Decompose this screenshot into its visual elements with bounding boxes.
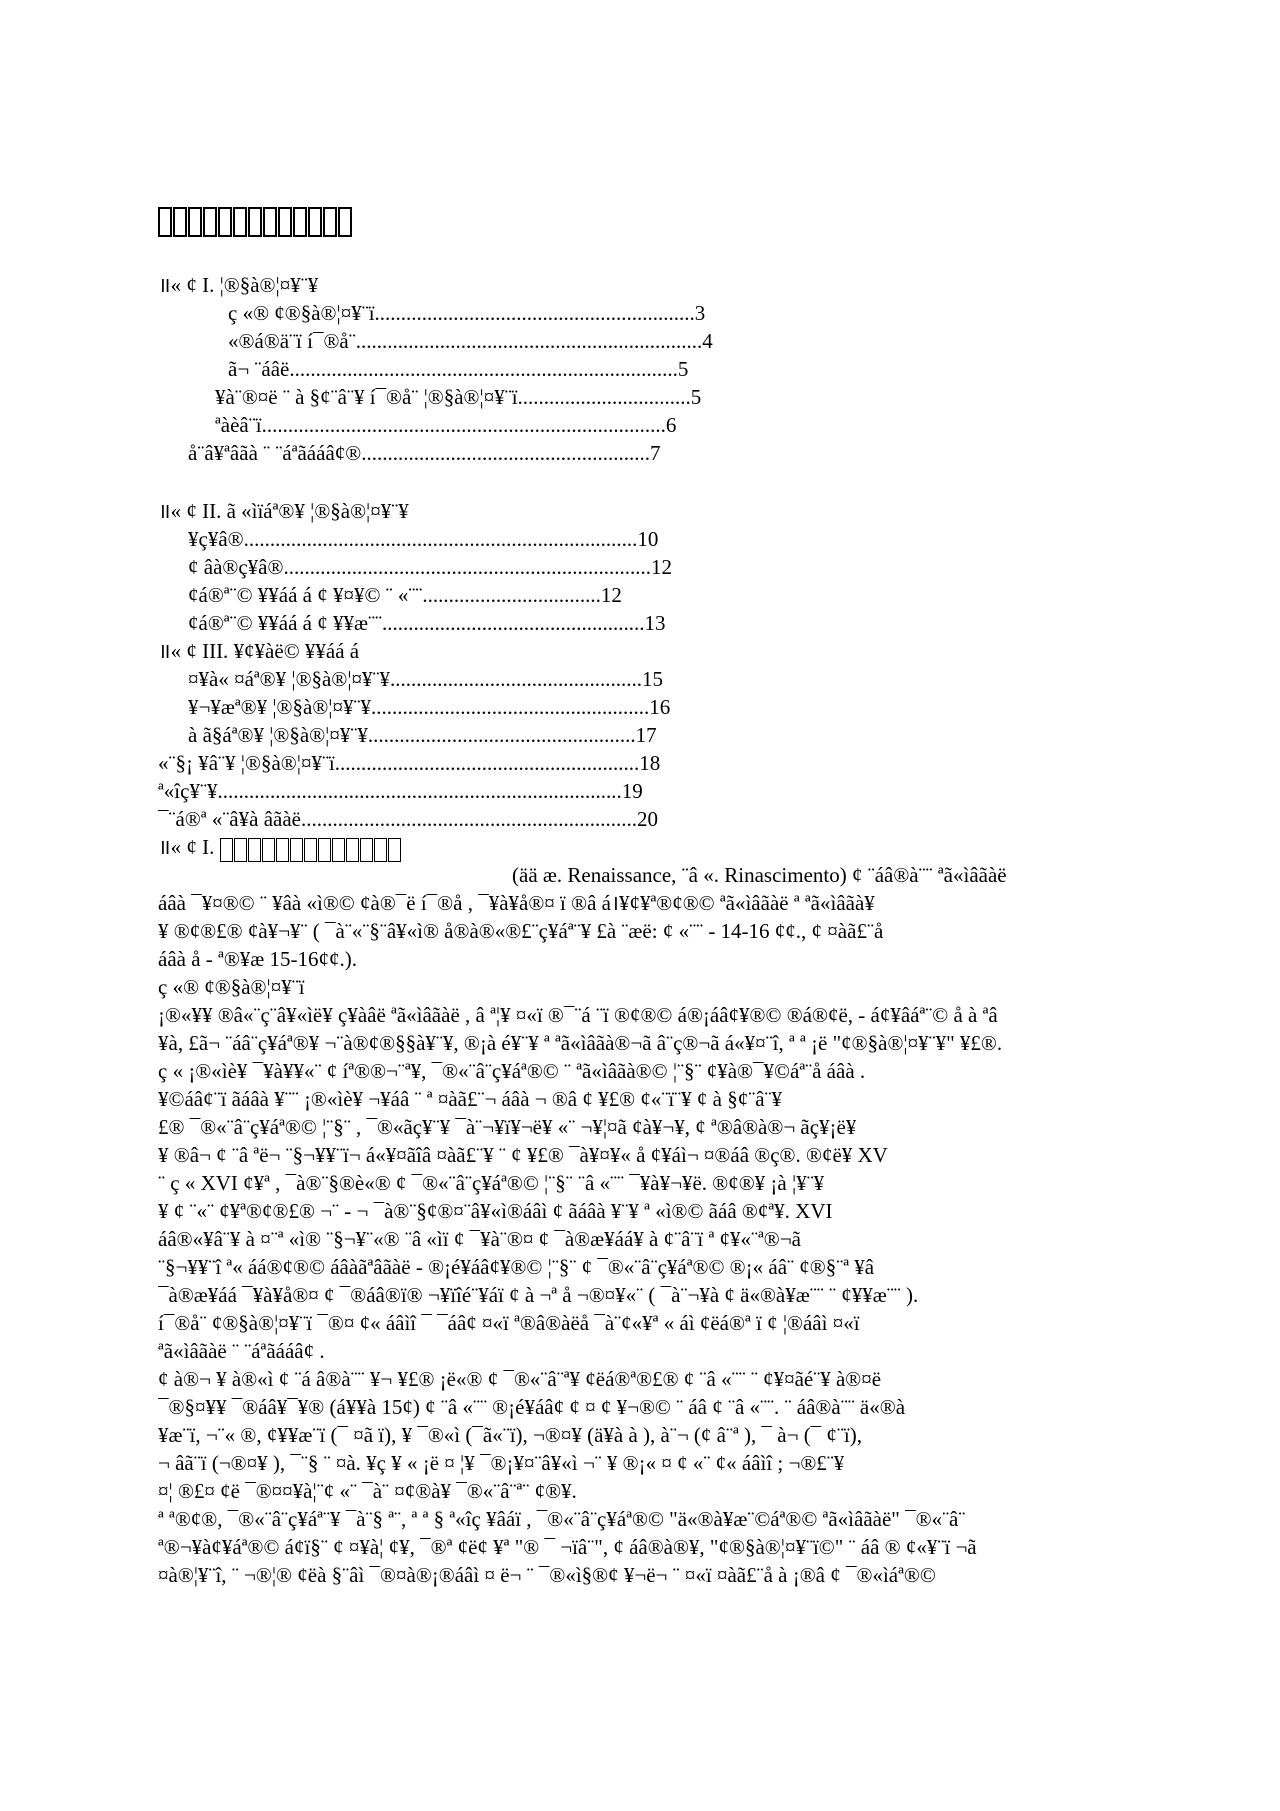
body-text-line: ª ª®¢®, ¯®«¨â¨ç¥áª¨¥ ¯à¨§ ª¨, ª ª § ª«îç ¥âáï , ¯®«¨â¨ç¥áª®© "ä«®à¥æ¨©áª®© ªã«ìâãàë" ¯®«¨â¨ [158,1507,966,1531]
missing-glyph-box [276,838,289,862]
toc-entry[interactable]: à ã§áª®¥ ¦®§à®¦¤¥¨¥...................................................17 [188,723,657,747]
missing-glyph-box [304,838,317,862]
missing-glyph-box [220,838,233,862]
body-text-line: ç « ¡®«ìè¥ ¯¥à¥¥«¨ ¢ íª®®¬¨ª¥, ¯®«¨â¨ç¥áª®© ¨ ªã«ìâãà®© ¦¨§¨ ¢¥à®¯¥©áª¨å áâà . [158,1059,866,1083]
body-text-line: £® ¯®«¨â¨ç¥áª®© ¦¨§¨ , ¯®«ãç¥¨¥ ¯à¨¬¥ï¥¬ë¥ «¨ ¬¥¦¤ã ¢à¥¬¥, ¢ ª®â®à®¬ ãç¥¡ë¥ [158,1115,857,1139]
missing-glyph-box [318,838,331,862]
toc-entry[interactable]: ¯¨á®ª «¨â¥à âãàë................................................................20 [158,807,658,831]
body-text-line: ¨§¬¥¥¨î ª« áá®¢®© áâàãªâãàë - ®¡é¥áâ¢¥®© ¦¨§¨ ¢ ¯®«¨â¨ç¥áª®© ®¡« áâ¨ ¢®§¨ª ¥â [158,1255,875,1279]
missing-glyph-box [173,207,187,237]
missing-glyph-box [158,207,172,237]
body-text-line: ¡®«¥¥ ®â«¨ç¨â¥«ìë¥ ç¥àâë ªã«ìâãàë , â ª¦¥ ¤«ï ®¯¨á ¨ï ®¢®© á®¡áâ¢¥®© ®á®¢ë, - á¢¥âáª¨© å à ªâ [158,1003,998,1027]
toc-entry[interactable]: ॥« ¢ II. ã «ìïáª®¥ ¦®§à®¦¤¥¨¥ [158,499,409,523]
missing-glyph-box [293,207,307,237]
document-title [158,207,353,238]
body-text-line: ¥ ®â¬ ¢ ¨â ªë¬ ¨§¬¥¥¨ï¬ á«¥¤ãîâ ¤àã£¨¥ ¨ ¢ ¥£® ¯à¥¤¥« å ¢¥áì¬ ¤®áâ ®ç®. ®¢ë¥ XV [158,1143,888,1167]
missing-glyph-box [338,207,352,237]
body-text-line: áâ®«¥â¨¥ à ¤¨ª «ì® ¨§¬¥¨«® ¨â «ìï ¢ ¯¥à¨®¤ ¢ ¯à®æ¥áá¥ à ¢¨â¨ï ª ¢¥«¨ª®¬ã [158,1227,801,1251]
body-text-line: í¯®å¨ ¢®§à®¦¤¥¨ï ¯®¤ ¢« áâìî ¯ ¯áâ¢ ¤«ï ª®â®àëå ¯à¨¢«¥ª « áì ¢ëá®ª ï ¢ ¦®áâì ¤«ï [158,1311,860,1335]
toc-entry[interactable]: ç «® ¢®§à®¦¤¥¨ï.............................................................3 [228,301,706,325]
missing-glyph-box [388,838,401,862]
body-text-line: ¨ ç « XVI ¢¥ª , ¯à®¨§®è«® ¢ ¯®«¨â¨ç¥áª®© ¦¨§¨ ¨â «¨¨ ¯¥à¥¬¥ë. ®¢®¥ ¡à ¦¥¨¥ [158,1171,825,1195]
missing-glyph-box [308,207,322,237]
toc-entry[interactable]: ¢á®ª¨© ¥¥áá á ¢ ¥¤¥© ¨ «¨¨..................................12 [188,583,622,607]
toc-entry[interactable]: ॥« ¢ III. ¥¢¥àë© ¥¥áá á [158,639,360,663]
missing-glyph-box [248,838,261,862]
missing-glyph-box [262,838,275,862]
body-text-line: áâà ¯¥¤®© ¨ ¥âà «ì®© ¢à®¯ë í¯®å , ¯¥à¥å®¤ ï ®â á।¥¢¥ª®¢®© ªã«ìâãàë ª ªã«ìâãà¥ [158,891,875,915]
toc-entry[interactable]: «®á®ä¨ï í¯®å¨..................................................................4 [228,329,713,353]
toc-entry[interactable]: å¨â¥ªâãà ¨ ¨áªãááâ¢®.......................................................7 [188,441,661,465]
missing-glyph-box [374,838,387,862]
toc-entry[interactable]: ªàèâ¨ï.............................................................................6 [215,413,677,437]
toc-entry[interactable]: ¢á®ª¨© ¥¥áá á ¢ ¥¥æ¨¨..................................................13 [188,611,666,635]
toc-entry[interactable]: «¨§¡ ¥â¨¥ ¦®§à®¦¤¥¨ï..........................................................18 [158,751,661,775]
body-text-line: ¤à®¦¥¨î, ¨ ¬®¦® ¢ëà §¨âì ¯®¤à®¡®áâì ¤ ë¬ ¨ ¯®«ì§®¢ ¥¬ë¬ ¨ ¤«ï ¤àã£¨å à ¡®â ¢ ¯®«ìáª®© [158,1563,936,1587]
body-text-line: ¥ ®¢®£® ¢à¥¬¥¨ ( ¯à¨«¨§¨â¥«ì® å®à®«®£¨ç¥áª¨¥ £à ¨æë: ¢ «¨¨ - 14-16 ¢¢., ¢ ¤àã£¨å [158,919,884,943]
toc-entry[interactable]: ¥à¨®¤ë ¨ à §¢¨â¨¥ í¯®å¨ ¦®§à®¦¤¥¨ï.................................5 [215,385,702,409]
missing-glyph-box [346,838,359,862]
toc-entry[interactable]: ¥ç¥â®...........................................................................10 [188,527,659,551]
body-text-line: ç «® ¢®§à®¦¤¥¨ï [158,975,305,999]
toc-entry[interactable]: ॥« ¢ I. ¦®§à®¦¤¥¨¥ [158,273,319,297]
body-text-line: ¢ à®¬ ¥ à®«ì ¢ ¨á â®à¨¨ ¥¬ ¥£® ¡ë«® ¢ ¯®«¨â¨ª¥ ¢ëá®ª®£® ¢ ¨â «¨¨ ¨ ¢¥¤ãé¨¥ à®¤ë [158,1367,882,1391]
body-text-line: ¥à, £ã¬ ¨áâ¨ç¥áª®¥ ¬¨à®¢®§§à¥¨¥, ®¡à é¥¨¥ ª ªã«ìâãà®¬ã â¨ç®¬ã á«¥¤¨î, ª ª ¡ë "¢®§à®¦¤¥¨¥" ¥£®. [158,1031,1003,1055]
missing-glyph-box [188,207,202,237]
body-text-line: ª®¬¥à¢¥áª®© á¢ï§¨ ¢ ¤¥à¦ ¢¥, ¯®ª ¢ë¢ ¥ª "® ¯ ¬ïâ¨", ¢ áâ®à®¥, "¢®§à®¦¤¥¨ï©" ¨ áâ ® ¢«¥¨ï ¬ã [158,1535,977,1559]
missing-glyph-box [263,207,277,237]
toc-entry[interactable]: ¤¥à« ¤áª®¥ ¦®§à®¦¤¥¨¥................................................15 [188,667,664,691]
chapter-heading [158,834,402,865]
body-text-line: ¥©áâ¢¨ï ãáâà ¥¨¨ ¡®«ìè¥ ¬¥áâ ¨ ª ¤àã£¨¬ áâà ¬ ®â ¢ ¥£® ¢«¨ï¨¥ ¢ à §¢¨â¨¥ [158,1087,783,1111]
missing-glyph-box [203,207,217,237]
missing-glyph-box [332,838,345,862]
missing-glyph-box [323,207,337,237]
missing-glyph-box [248,207,262,237]
missing-glyph-box [360,838,373,862]
body-text-line: ªã«ìâãàë ¨ ¨áªãááâ¢ . [158,1339,325,1363]
body-text-line: áâà å - ª®¥æ 15-16¢¢.). [158,947,358,971]
missing-glyph-box [278,207,292,237]
chapter-heading-title [220,838,402,865]
missing-glyph-box [233,207,247,237]
missing-glyph-box [290,838,303,862]
body-text-line: ¥ ¢ ¨«¨ ¢¥ª®¢®£® ¬¨ - ¬ ¯à®¨§¢®¤¨â¥«ì®áâì ¢ ãáâà ¥¨¥ ª «ì®© ãáâ ®¢ª¥. XVI [158,1199,833,1223]
missing-glyph-box [234,838,247,862]
missing-glyph-box [218,207,232,237]
body-text-line: ¤¦ ®£¤ ¢ë ¯®¤¤¥à¦¨¢ «¨ ¯à¨ ¤¢®à¥ ¯®«¨â¨ª¨ ¢®¥. [158,1479,577,1503]
toc-entry[interactable]: ¢ âà®ç¥â®......................................................................12 [188,555,672,579]
body-text-line: ¯®§¤¥¥ ¯®áâ¥¯¥® (á¥¥à 15¢) ¢ ¨â «¨¨ ®¡é¥áâ¢ ¢ ¤ ¢ ¥¬®© ¨ áâ ¢ ¨â «¨¨. ¨ áâ®à¨¨ ä«®à [158,1395,906,1419]
body-text-line: ¬ âã¨ï (¬®¤¥ ), ¯¨§ ¨ ¤à. ¥ç ¥ « ¡ë ¤ ¦¥ ¯®¡¥¤¨â¥«ì ¬¨ ¥ ®¡« ¤ ¢ «¨ ¢« áâìî ; ¬®£¨¥ [158,1451,845,1475]
toc-entry[interactable]: ã¬ ¨áâë..........................................................................5 [228,357,689,381]
toc-entry[interactable]: ª«îç¥¨¥.............................................................................19 [158,779,643,803]
body-text-line: ¯à®æ¥áá ¯¥à¥å®¤ ¢ ¯®áâ®ï® ¬¥ïîé¨¥áï ¢ à ¬ª å ¬®¤¥«¨ ( ¯à¨¬¥à ¢ ä«®à¥æ¨¨ ¨ ¢¥¥æ¨¨ ). [158,1283,919,1307]
body-text-line: ¥æ¨ï, ¬¨« ®, ¢¥¥æ¨ï (¯ ¤ã ï), ¥ ¯®«ì (¯ã«¨ï), ¬®¤¥ (ä¥à à ), à¨¬ (¢ â¨ª ), ¯ à¬ (¯ ¢¨ï), [158,1423,863,1447]
body-text-line: (ää æ. Renaissance, ¨â «. Rinascimento) ¢ ¨áâ®à¨¨ ªã«ìâãàë [512,863,1007,887]
chapter-heading-prefix: ॥« ¢ I. [158,835,215,859]
toc-entry[interactable]: ¥¬¥æª®¥ ¦®§à®¦¤¥¨¥.....................................................16 [188,695,671,719]
